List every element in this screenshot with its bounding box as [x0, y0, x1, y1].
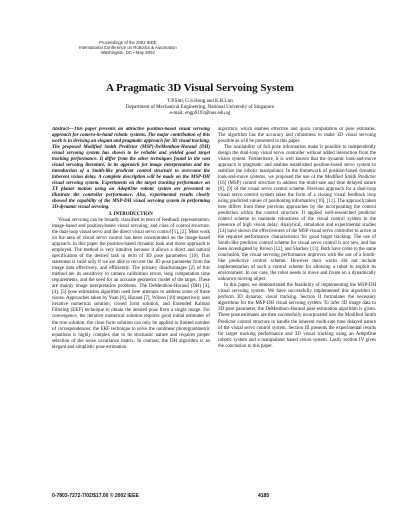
author-email: e-mail: engp9193@nus.edu.sg [169, 111, 231, 117]
conference-header [79, 40, 177, 56]
paragraph: In this paper, we demonstrated the feasibility of implementing the MSP-DH visual servoing system. We have successfully implemented this algorithm to perform 3D dynamic visual tracking. Section II formulates the necessary algorithms for the MSP-DH visual servoing system. To infer 3D image data to 3D pose parameter, the DeMenthon-Horaud pose estimation algorithm is given. These pose estimates are then successfully incorporated into the Modified Smith Predictor control structure to handle the inherent multi-rate time delayed nature of the visual servo control system. Section III presents the experimental results for target tracking performance and 3D visual tracking using an AdeptOne robotic system and a manipulator based vision system. Lastly section IV gives the conclusion to this paper. [218, 283, 376, 349]
right-column [218, 127, 376, 482]
header-line-1: Proceedings of the 2002 IEEE [99, 40, 157, 45]
author-department: Department of Mechanical Engineering, National University of Singapore [125, 105, 275, 111]
footer-isbn: 0-7803-7272-7/02/$17.00 © 2002 IEEE [52, 493, 139, 499]
page-number: 4185 [258, 493, 270, 499]
paragraph: Visual servoing can be broadly classified in term of feedback representation: image-based and position-based visual servoing; and class of control structure: the dual-loop visual servo and the direct visual servo control [1], [2]. Most work on the area of visual servo control has been concentrated on the image-based approach. In this paper the position-based dynamic look and move approach is employed. The method is very intuitive because it allows a direct and natural specification of the desired task in term of 3D pose parameters [19]. This statement is valid only if we are able to recover the 3D pose parameter from the image data effectively, and efficiently. The primary disadvantages [2] of this method are its sensitivity to camera calibration errors, long computation time requirements, and the need for an accurate geometric model of the target. These are mainly image interpretation problems. The DeMenthon-Horaud (DH) [3], [4], [5] pose estimation algorithm used here attempts to address some of these issues. Approaches taken by Yuan [6], Haraud [7], Wilson [10] respectively uses iterative numerical solution, closed form solution, and Extended Kalman Filtering (EKF) technique to obtain the desired pose from a single image. For convergence, the iterative numerical solution requires good initial estimates of the true solution; the close form solution can only be applied to limited number of correspondences; the EKF technique to solve the nonlinear photogrammetric equations is highly complex due to its stochastic nature and requires proper selection of the noise covariance matrix. In contrast, the DH algorithm is an elegant and simplistic pose estimation [52, 218, 210, 350]
paper-title: A Pragmatic 3D Visual Servoing System [106, 82, 294, 94]
abstract-text: This paper presents an attractive position-based visual servoing approach for camera-in-hand robotic systems. The major contribution of this work is in devising an elegant and pragmatic approach for 3D visual tracking. The proposed Modified Smith Predictor (MSP)-DeMenthon-Horaud (DH) visual servoing system has shown to be reliable and yielded good target tracking performance. It differ from the other techniques found in the vast visual servoing literature, in its approach for image interpretation and the introduction of a Smith-like predictor control structure to overcome the inherent vision delay. A complete description will be made on the MSP-DH visual servoing system. Experiments on the target tracking performance on XY planar motion using an AdeptOne robotic system are presented to illustrate the controller performance. Also, experimental results clearly showed the capability of the MSP-DH visual servoing system in performing 3D-dynamic visual servoing. [52, 127, 210, 211]
left-column [52, 127, 210, 482]
header-line-3: Washington, DC • May 2002 [100, 50, 155, 56]
paragraph: The availability of full pose information make it possible to independently design the dual-loop visual servo controller without added interaction from the vision system. Furthermore, it is well known that the dynamic look-and-move approach is pragmatic and enables established position-based servo system to stabilize the robotic manipulator. In the framework of position-based dynamic look-and-move systems, we proposed the use of the Modified Smith Predictor [16] (MSP) control structure to address the multi-rate and time delayed nature [8], [9] of the visual servo control scheme. Previous approach for a dual-loop visual servo control system takes the form of a closing visual feedback loop using predicted values of positioning information [10], [11]. The approach taken here differs from these previous approaches by the incorporating the control prediction within the control structure. It applied well-researched predictor control scheme to maintain robustness of the visual control system in the presence of high vision delay. Analytical, simulation and experimental studies [14] have shown the effectiveness of the MSP visual servo controller to arrive at the required performance characteristics for good target tracking. The use of Smith-like predictor control scheme for visual servo control is not new, and has been investigated by Brown [12], and Sharkey [13]. Both have come to the same conclusion, the visual servoing performance improves with the use of a Smith-like predictive control scheme. However their works did not include implementation of such a control scheme for allowing a robot to exploit its environment. In our case, the robot needs to move and fixate on a dynamically unknown moving object. [218, 145, 376, 283]
author-names: T.P.Sim, G.S.Hong and K.B.Lim [167, 99, 233, 104]
abstract-lead: Abstract— [52, 127, 74, 132]
section-heading-introduction: I. INTRODUCTION [109, 212, 153, 218]
paragraph: algorithm, which enables effective and quick computation of pose estimates. The algorithm has the accuracy and robustness to make 3D visual servoing possible as will be presented in this paper. [218, 127, 376, 145]
abstract [52, 127, 210, 211]
header-line-2: International Conference on Robotics & Automation [79, 45, 177, 51]
author-block [0, 99, 400, 118]
